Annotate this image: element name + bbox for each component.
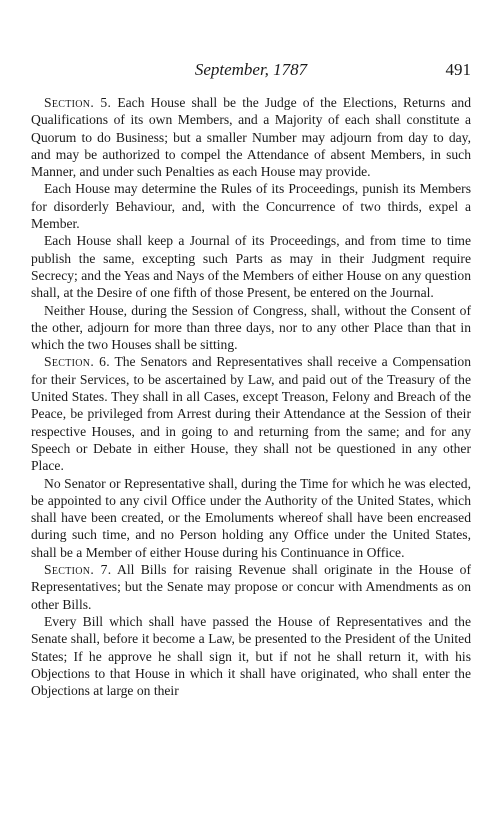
- running-title: September, 1787: [194, 60, 308, 79]
- paragraph-text: The Senators and Representatives shall receive a Compensation for their Services, to be ascertained by Law, and paid out of the Treasury of the United States. They shall in all Cases, except Treason, Felony and Breach of the Peace, be privileged from Arrest during their Attendance at the Session of their respective Houses, and in going to and returning from the same; and for any Speech or Debate in either House, they shall not be questioned in any other Place.: [31, 354, 472, 474]
- paragraph-section-5: [31, 94, 471, 180]
- page-number: 491: [445, 60, 471, 79]
- paragraph-rules: [31, 180, 471, 232]
- paragraph-text: Every Bill which shall have passed the House of Representatives and the Senate shall, before it become a Law, be presented to the President of the United States; If he approve he shall sign it, but if not he shall return it, with his Objections to that House in which it shall have originated, who shall enter the Objections at large on their: [31, 613, 471, 699]
- section-label: Section. 7.: [44, 562, 112, 578]
- paragraph-text: All Bills for raising Revenue shall originate in the House of Representatives; but the Senate may propose or concur with Amendments as on other Bills.: [31, 562, 472, 612]
- paragraph-text: Each House shall keep a Journal of its Proceedings, and from time to time publish the same, excepting such Parts as may in their Judgment require Secrecy; and the Yeas and Nays of the Members of either House on any question shall, at the Desire of one fifth of those Present, be entered on the Journal.: [31, 233, 471, 301]
- paragraph-section-6: [31, 353, 471, 474]
- paragraph-text: Neither House, during the Session of Congress, shall, without the Consent of the other, adjourn for more than three days, nor to any other Place than that in which the two Houses shall be sitting.: [31, 302, 471, 353]
- paragraph-text: Each House may determine the Rules of its Proceedings, punish its Members for disorderly Behaviour, and, with the Concurrence of two thirds, expel a Member.: [31, 181, 471, 232]
- paragraph-journal: [31, 232, 471, 301]
- paragraph-adjournment: [31, 302, 471, 354]
- running-head: [31, 60, 471, 86]
- body-text: [31, 94, 471, 699]
- paragraph-incompatibility: [31, 475, 471, 561]
- document-page: [31, 60, 471, 699]
- paragraph-presentment: [31, 613, 471, 699]
- section-label: Section. 6.: [44, 354, 110, 370]
- section-label: Section. 5.: [44, 95, 112, 110]
- paragraph-text: No Senator or Representative shall, during the Time for which he was elected, be appointed to any civil Office under the Authority of the United States, which shall have been created, or the Emoluments whereof shall have been encreased during such time, and no Person holding any Office under the United States, shall be a Member of either House during his Continuance in Office.: [31, 475, 471, 560]
- paragraph-text: Each House shall be the Judge of the Elections, Returns and Qualifications of its own Members, and a Majority of each shall constitute a Quorum to do Business; but a smaller Number may adjourn from day to day, and may be authorized to compel the Attendance of absent Members, in such Manner, and under such Penalties as each House may provide.: [31, 95, 471, 180]
- paragraph-section-7: [31, 561, 471, 613]
